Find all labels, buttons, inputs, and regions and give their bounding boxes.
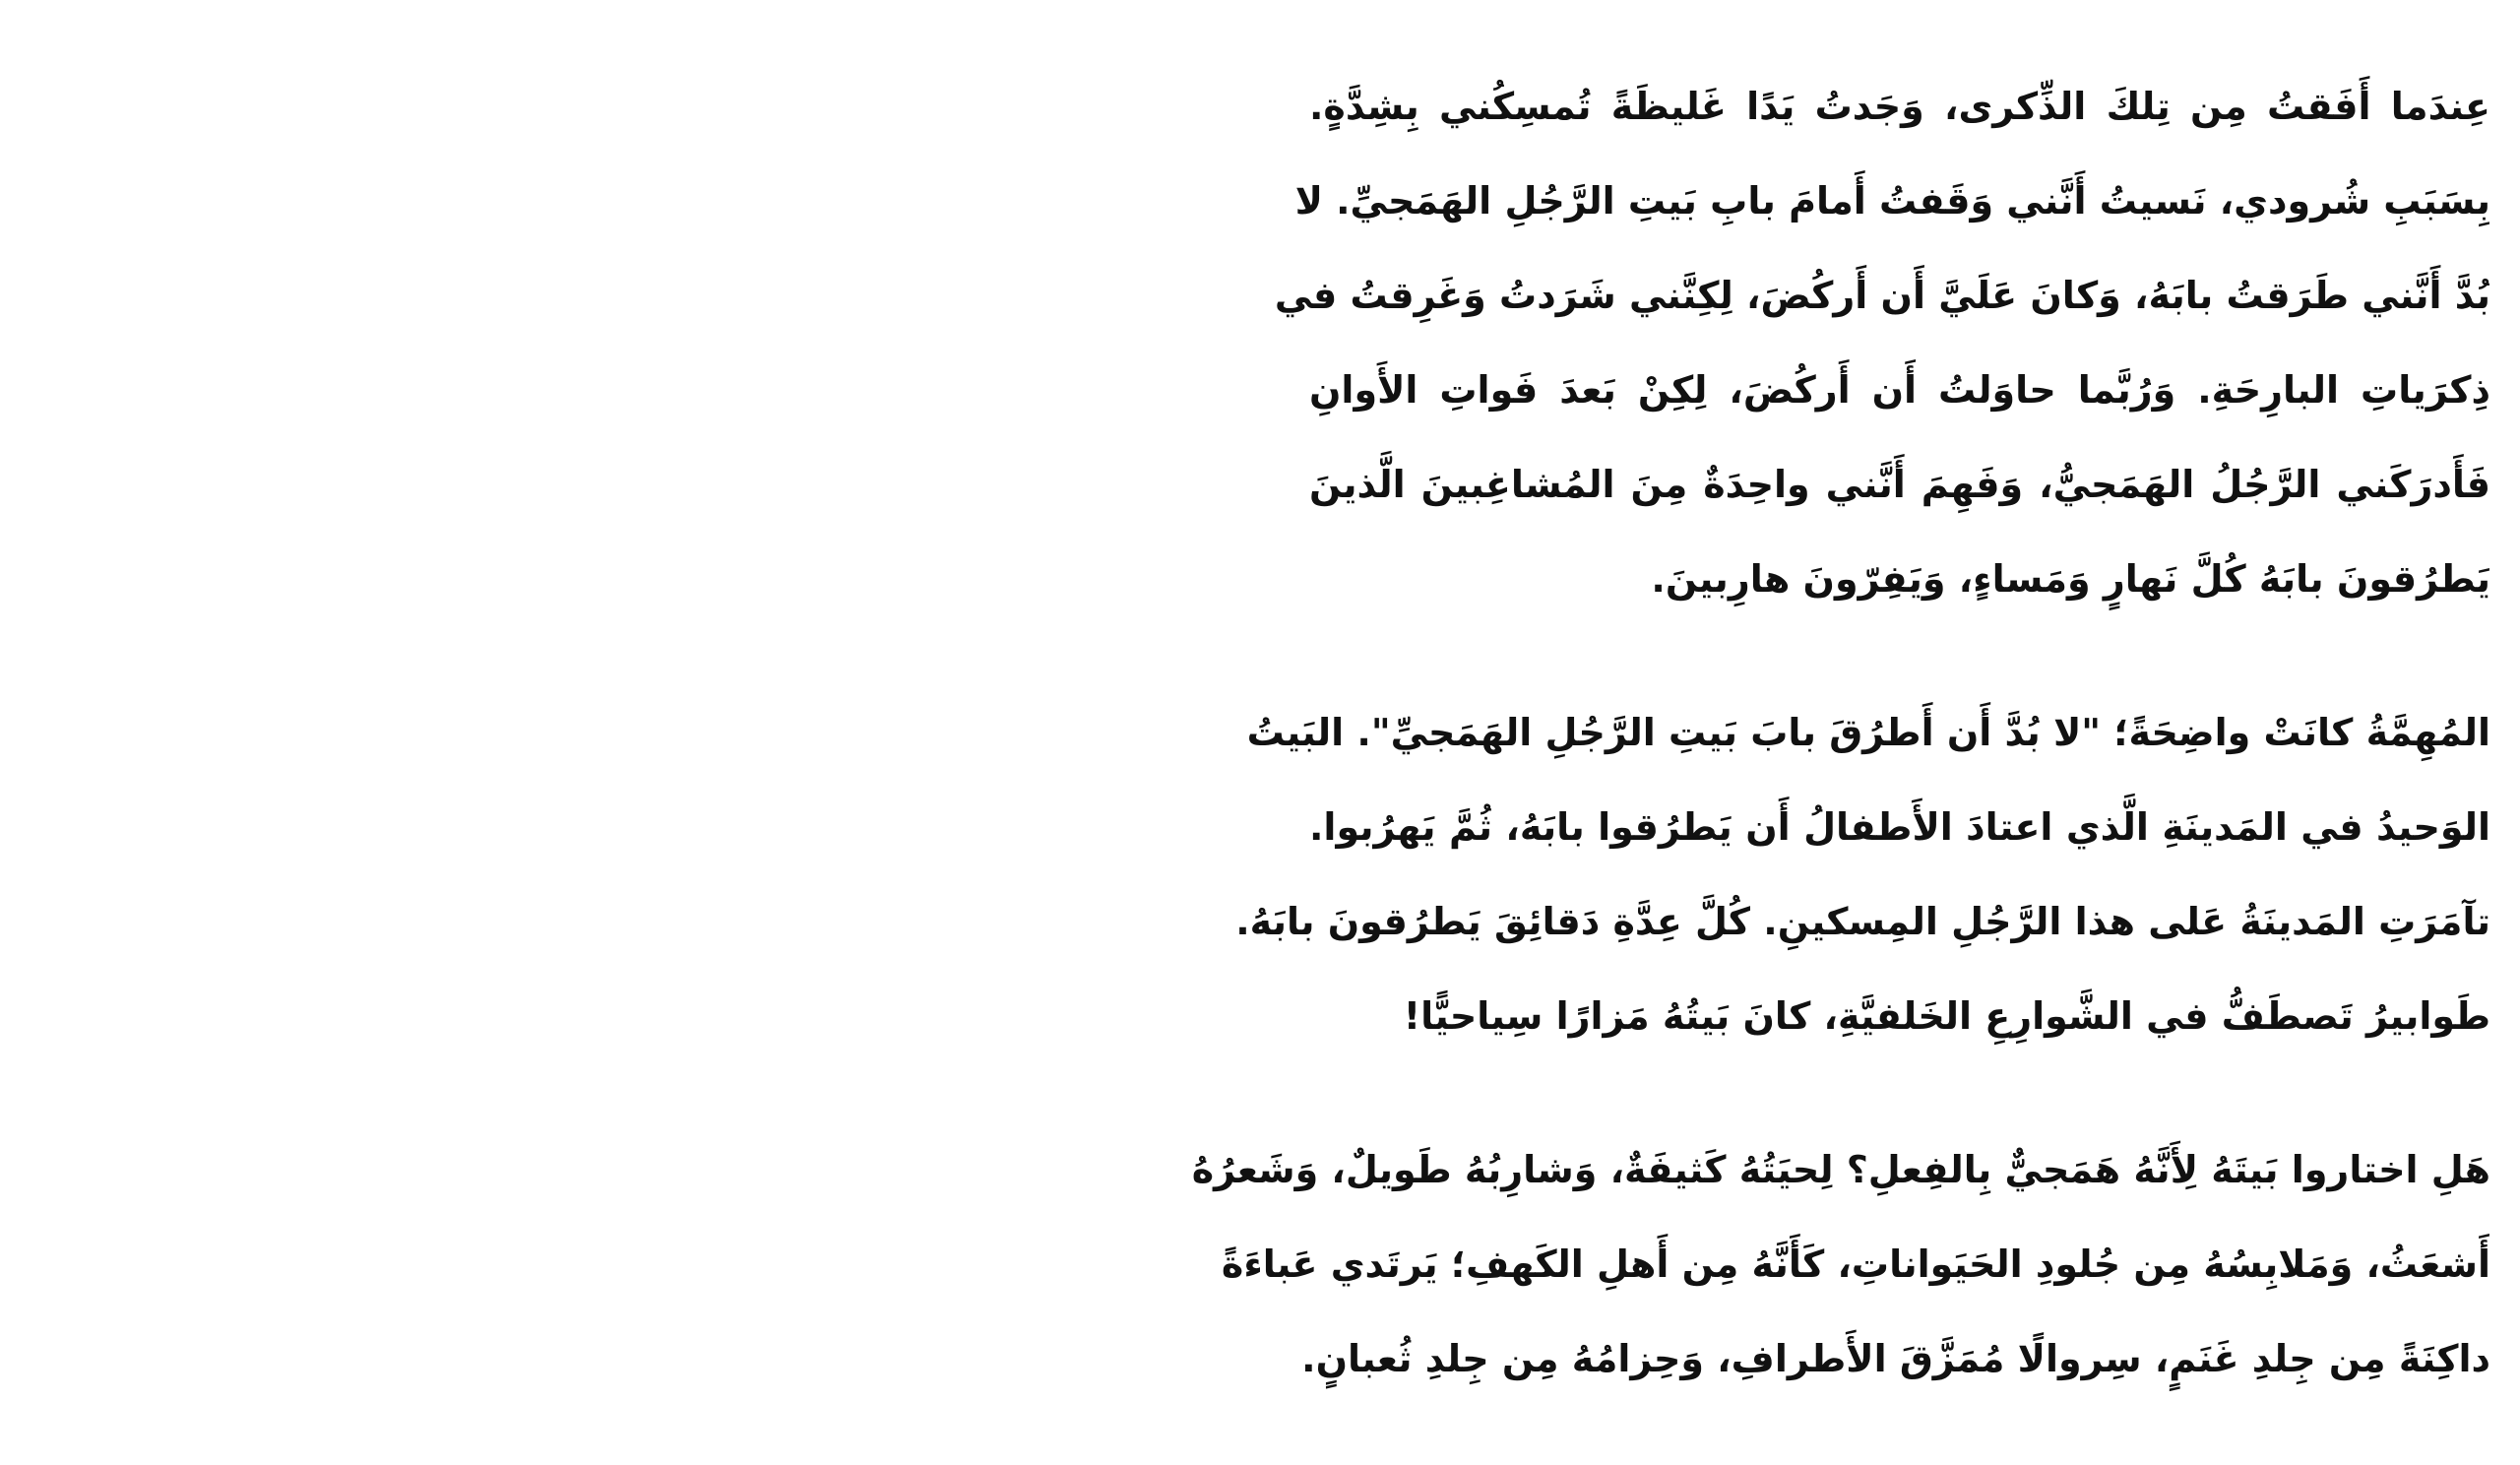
story-page: [1191, 59, 2490, 1465]
text-line: هَلِ اختاروا بَيتَهُ لِأَنَّهُ هَمَجيٌّ بِالفِعلِ؟ لِحيَتُهُ كَثيفَةٌ، وَشارِبُهُ طَويلٌ، وَشَعرُهُ: [1191, 1148, 2490, 1191]
paragraph-1: [1274, 59, 2490, 626]
text-line: عِندَما أَفَقتُ مِن تِلكَ الذِّكرى، وَجَدتُ يَدًا غَليظَةً تُمسِكُني بِشِدَّةٍ.: [1309, 85, 2490, 128]
text-line: بُدَّ أَنَّني طَرَقتُ بابَهُ، وَكانَ عَلَيَّ أَن أَركُضَ، لِكِنَّني شَرَدتُ وَغَرِقتُ في: [1274, 274, 2490, 317]
paragraph-2: [1235, 685, 2490, 1063]
text-line: بِسَبَبِ شُرودي، نَسيتُ أَنَّني وَقَفتُ أَمامَ بابِ بَيتِ الرَّجُلِ الهَمَجيِّ. لا: [1294, 179, 2490, 223]
text-line: الوَحيدُ في المَدينَةِ الَّذي اعتادَ الأَطفالُ أَن يَطرُقوا بابَهُ، ثُمَّ يَهرُبوا.: [1309, 805, 2490, 849]
text-line: أَشعَثُ، وَمَلابِسُهُ مِن جُلودِ الحَيَواناتِ، كَأَنَّهُ مِن أَهلِ الكَهفِ؛ يَرتَدي عَباءَةً: [1221, 1242, 2490, 1286]
text-line: داكِنَةً مِن جِلدِ غَنَمٍ، سِروالًا مُمَزَّقَ الأَطرافِ، وَحِزامُهُ مِن جِلدِ ثُعبانٍ.: [1301, 1337, 2490, 1380]
paragraph-3: [1191, 1122, 2490, 1406]
text-line: تآمَرَتِ المَدينَةُ عَلى هذا الرَّجُلِ المِسكينِ. كُلَّ عِدَّةِ دَقائِقَ يَطرُقونَ بابَهُ.: [1235, 900, 2490, 943]
text-line: طَوابيرُ تَصطَفُّ في الشَّوارِعِ الخَلفيَّةِ، كانَ بَيتُهُ مَزارًا سِياحيًّا!: [1403, 994, 2490, 1038]
text-line: يَطرُقونَ بابَهُ كُلَّ نَهارٍ وَمَساءٍ، وَيَفِرّونَ هارِبينَ.: [1651, 557, 2490, 601]
text-line: ذِكرَياتِ البارِحَةِ. وَرُبَّما حاوَلتُ أَن أَركُضَ، لِكِنْ بَعدَ فَواتِ الأَوانِ: [1309, 368, 2490, 412]
text-line: المُهِمَّةُ كانَتْ واضِحَةً؛ "لا بُدَّ أَن أَطرُقَ بابَ بَيتِ الرَّجُلِ الهَمَجيِّ". البَيتُ: [1246, 711, 2490, 754]
text-line: فَأَدرَكَني الرَّجُلُ الهَمَجيُّ، وَفَهِمَ أَنَّني واحِدَةٌ مِنَ المُشاغِبينَ الَّذينَ: [1309, 463, 2490, 506]
